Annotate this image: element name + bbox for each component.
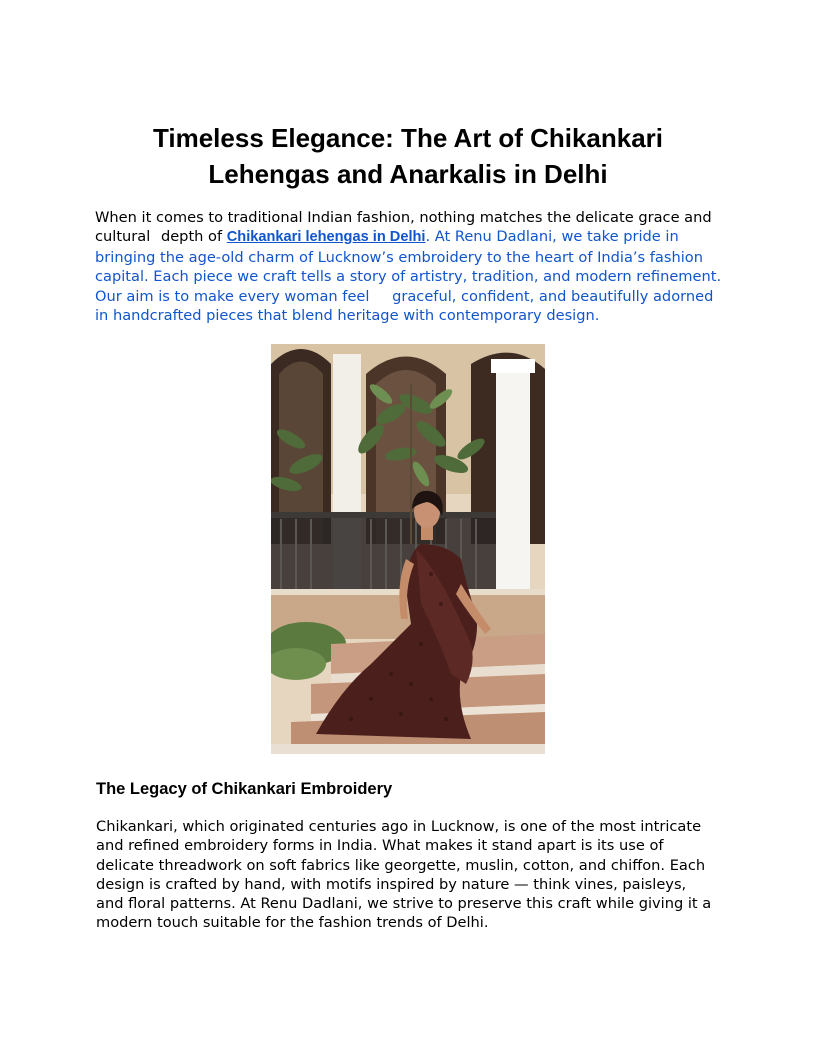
intro-text-start: When it comes to traditional Indian fashion, nothing matches the delicate grace and cultural	[95, 209, 712, 246]
section-heading: The Legacy of Chikankari Embroidery	[96, 780, 393, 798]
intro-text-depth: depth of	[160, 228, 223, 246]
chikankari-lehengas-link[interactable]: Chikankari lehengas in Delhi	[226, 229, 426, 246]
intro-text-end: graceful, confident, and beautifully adorned in handcrafted pieces that blend heritage with contemporary design.	[95, 287, 714, 325]
intro-paragraph	[95, 208, 725, 325]
document-title: Timeless Elegance: The Art of Chikankari Lehengas and Anarkalis in Delhi	[152, 123, 664, 189]
intro-text-continued: . At Renu Dadlani, we take pride in bringing the age-old charm of Lucknow’s embroidery to the heart of India’s fashion capital. Each piece we craft tells a story of artistry, tradition, and modern refinement. Our aim is to make every woman feel	[95, 228, 722, 305]
model-saree-photo	[271, 344, 545, 754]
section-body: Chikankari, which originated centuries ago in Lucknow, is one of the most intricate and refined embroidery forms in India. What makes it stand apart is its use of delicate threadwork on soft fabrics like georgette, muslin, cotton, and chiffon. Each design is crafted by hand, with motifs inspired by nature — think vines, paisleys, and floral patterns. At Renu Dadlani, we strive to preserve this craft while giving it a modern touch suitable for the fashion trends of Delhi.	[96, 818, 712, 932]
